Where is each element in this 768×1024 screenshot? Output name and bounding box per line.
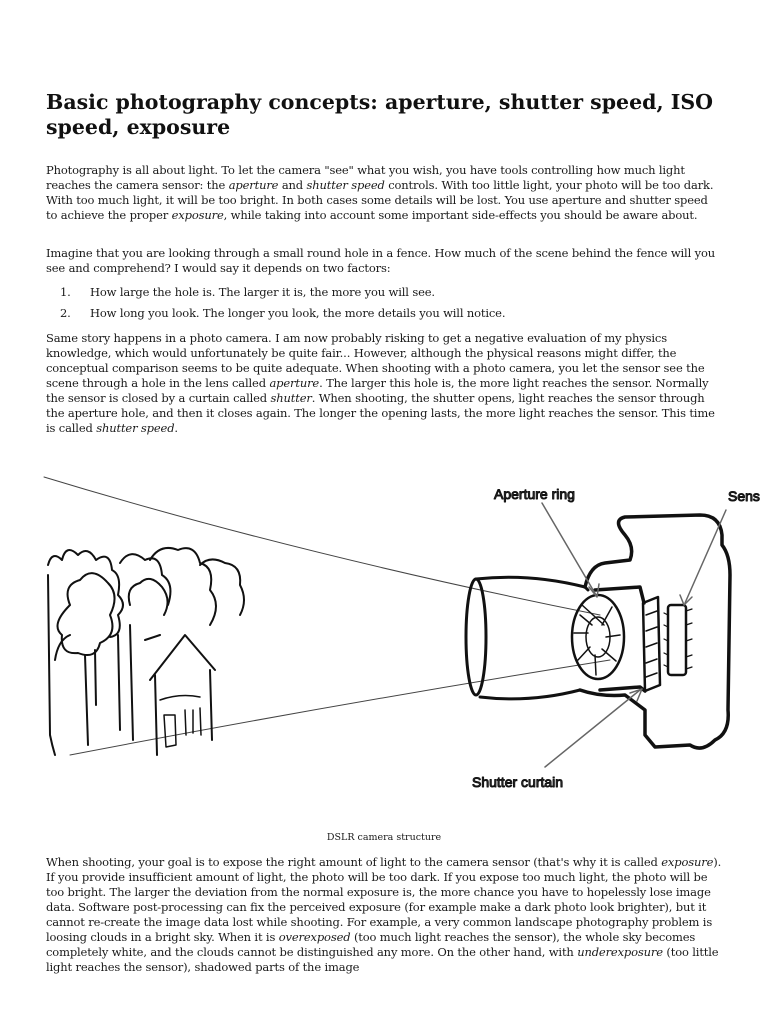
text-run: (too little light reaches the sensor), shadowed parts of the image: [46, 945, 719, 974]
emphasis-aperture: aperture: [269, 376, 320, 390]
figure-caption: DSLR camera structure: [326, 832, 442, 843]
fence-paragraph: Imagine that you are looking through a small round hole in a fence. How much of the scene behind the fence will you see and comprehend? I would say it depends on two factors:: [46, 246, 715, 275]
text-run: and: [278, 178, 307, 192]
pointer-arrows: [542, 503, 726, 767]
text-run: (too much light reaches the sensor), the whole sky becomes completely white, and the clouds cannot be distinguished any more. On the other hand, with: [46, 930, 696, 959]
text-run: Same story happens in a photo camera. I am now probably risking to get a negative evaluation of my physics knowledge, which would unfortunately be quite fair... However, although the physical reasons might differ, the conceptual comparison seems to be quite adequate. When shooting with a photo camera, you let the sensor see the scene through a hole in the lens called: [46, 331, 705, 390]
aperture-ring-icon: [572, 595, 624, 679]
emphasis-exposure: exposure: [661, 855, 714, 869]
camera-paragraph: [46, 331, 722, 436]
shutter-curtain-icon: [643, 597, 660, 691]
text-run: ). If you provide insufficient amount of light, the photo will be too dark. If you expose too much light, the photo will be too bright. The larger the deviation from the normal exposure is, the more chance you have to hopelessly lose image data. Software post-processing can fix the perceived exposure (for example make a dark photo look brighter), but it cannot re-create the image data lost while shooting. For example, a very common landscape photography problem is loosing clouds in a bright sky. When it is: [46, 855, 722, 944]
text-run: .: [174, 421, 178, 435]
view-line-bottom: [70, 660, 610, 755]
sensor-icon: [664, 605, 692, 675]
emphasis-shutter-speed: shutter speed: [96, 421, 175, 435]
text-run: Photography is all about light. To let the camera "see" what you wish, you have tools controlling how much light reaches the camera sensor: the: [46, 163, 685, 192]
emphasis-shutter: shutter: [270, 391, 312, 405]
emphasis-shutter-speed: shutter speed: [306, 178, 385, 192]
scene-trees-icon: [48, 548, 244, 755]
exposure-paragraph: [46, 855, 722, 975]
text-run: . When shooting, the shutter opens, light reaches the sensor through the aperture hole, and then it closes again. The longer the opening lasts, the more light reaches the sensor. This time is called: [46, 391, 715, 435]
text-run: When shooting, your goal is to expose the right amount of light to the camera sensor (that's why it is called: [46, 855, 662, 869]
text-run: , while taking into account some important side-effects you should be aware about.: [223, 208, 698, 222]
text-run: . The larger this hole is, the more light reaches the sensor. Normally the sensor is closed by a curtain called: [46, 376, 709, 405]
label-sensor: Sens: [728, 488, 760, 504]
list-text: How large the hole is. The larger it is, the more you will see.: [90, 285, 435, 299]
list-number: 1.: [60, 285, 71, 299]
camera-body-icon: [580, 515, 730, 748]
emphasis-exposure: exposure: [171, 208, 224, 222]
list-number: 2.: [60, 306, 71, 320]
list-item: [46, 306, 722, 321]
list-text: How long you look. The longer you look, the more details you will notice.: [90, 306, 506, 320]
dslr-camera-diagram: [0, 465, 768, 810]
intro-paragraph: [46, 163, 722, 223]
factors-list: [46, 285, 722, 327]
text-run: controls. With too little light, your photo will be too dark. With too much light, it will be too bright. In both cases some details will be lost. You use aperture and shutter speed to achieve the proper: [46, 178, 714, 222]
emphasis-underexposure: underexposure: [577, 945, 663, 959]
label-aperture-ring: Aperture ring: [494, 486, 575, 502]
emphasis-aperture: aperture: [228, 178, 279, 192]
emphasis-overexposed: overexposed: [278, 930, 351, 944]
label-shutter-curtain: Shutter curtain: [472, 774, 564, 790]
list-item: [46, 285, 722, 300]
page-title: Basic photography concepts: aperture, shutter speed, ISO speed, exposure: [46, 90, 713, 139]
